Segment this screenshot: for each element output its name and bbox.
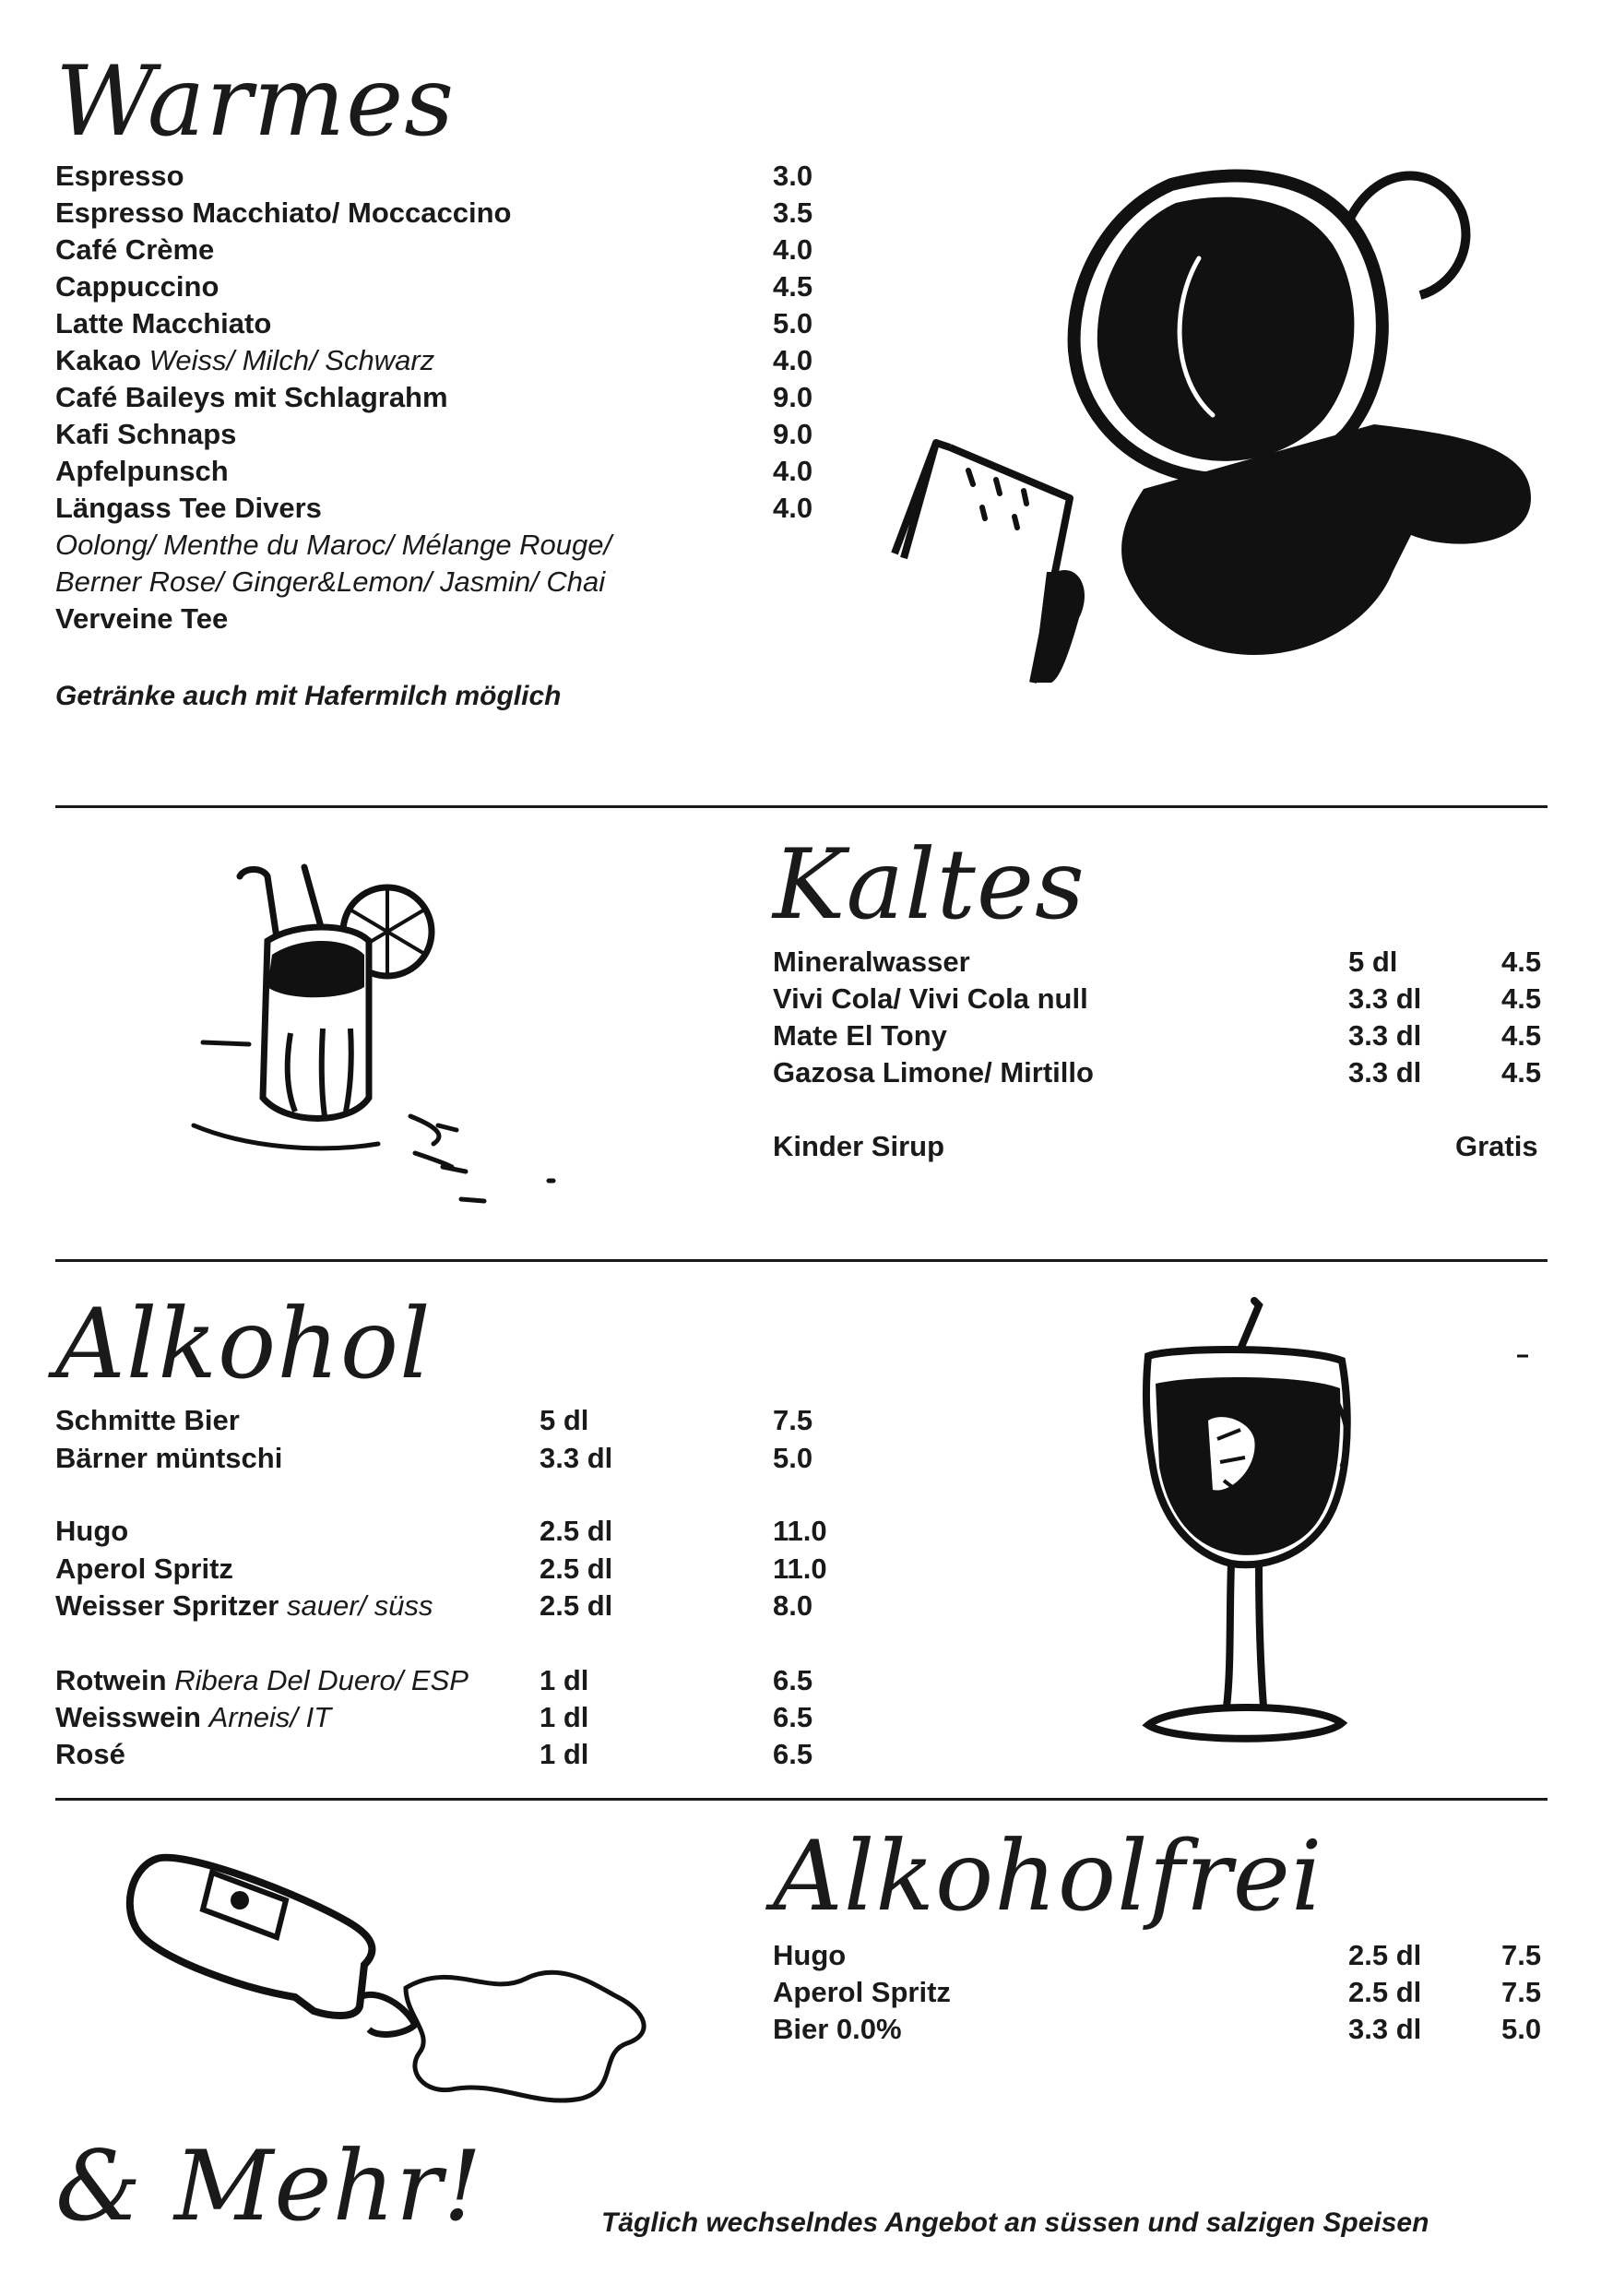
item-note: Arneis/ IT (208, 1701, 332, 1733)
item-price: 5.0 (773, 307, 813, 339)
item-price: 9.0 (773, 381, 813, 413)
menu-item: Mineralwasser (773, 946, 970, 978)
item-size: 3.3 dl (1348, 2013, 1422, 2045)
item-price: 4.5 (1501, 1019, 1542, 1052)
menu-item: Espresso Macchiato/ Moccaccino (55, 196, 512, 229)
item-price: 4.0 (773, 492, 813, 524)
item-price: 4.0 (773, 233, 813, 266)
item-price: 3.5 (773, 196, 813, 229)
item-price: 8.0 (773, 1589, 813, 1622)
menu-item: Aperol Spritz (55, 1552, 233, 1585)
menu-item: Hugo (55, 1515, 129, 1547)
menu-item: Vivi Cola/ Vivi Cola null (773, 982, 1088, 1015)
item-size: 3.3 dl (1348, 982, 1422, 1015)
menu-item: Bier 0.0% (773, 2013, 902, 2045)
alkoholfrei-heading: Alkoholfrei (773, 1820, 1323, 1933)
menu-item: Weisser Spritzer sauer/ süss (55, 1589, 433, 1622)
menu-item: Cappuccino (55, 270, 219, 303)
menu-item: Bärner müntschi (55, 1442, 283, 1474)
menu-item: Espresso (55, 160, 184, 192)
item-note: Ribera Del Duero/ ESP (174, 1664, 468, 1696)
menu-item: Kakao Weiss/ Milch/ Schwarz (55, 344, 435, 376)
menu-item: Apfelpunsch (55, 455, 229, 487)
item-size: 3.3 dl (1348, 1019, 1422, 1052)
item-size: 2.5 dl (540, 1552, 613, 1585)
item-size: 1 dl (540, 1701, 589, 1733)
item-price: 4.5 (1501, 982, 1542, 1015)
menu-item: Verveine Tee (55, 602, 229, 635)
section-divider (55, 1259, 1548, 1262)
menu-item: Aperol Spritz (773, 1976, 951, 2008)
item-size: 3.3 dl (540, 1442, 613, 1474)
item-price: Gratis (1455, 1130, 1538, 1162)
item-size: 1 dl (540, 1738, 589, 1770)
spilled-bottle-illustration (101, 1850, 692, 2117)
item-price: 3.0 (773, 160, 813, 192)
menu-item: Rosé (55, 1738, 125, 1770)
item-price: 7.5 (1501, 1939, 1542, 1971)
warmes-heading: Warmes (55, 45, 456, 158)
item-size: 5 dl (1348, 946, 1398, 978)
item-price: 11.0 (773, 1515, 827, 1547)
item-size: 3.3 dl (1348, 1056, 1422, 1089)
item-size: 2.5 dl (1348, 1976, 1422, 2008)
glass-with-straw-illustration (194, 849, 581, 1218)
menu-item: Längass Tee Divers (55, 492, 322, 524)
wine-glass-illustration (1121, 1282, 1554, 1771)
oat-milk-note: Getränke auch mit Hafermilch möglich (55, 681, 562, 711)
item-price: 4.5 (1501, 1056, 1542, 1089)
item-price: 6.5 (773, 1701, 813, 1733)
item-note: sauer/ süss (287, 1589, 433, 1622)
item-price: 11.0 (773, 1552, 827, 1585)
menu-item: Café Baileys mit Schlagrahm (55, 381, 448, 413)
item-price: 9.0 (773, 418, 813, 450)
menu-item: Schmitte Bier (55, 1404, 240, 1436)
daily-offer-note: Täglich wechselndes Angebot an süssen und salzigen Speisen (601, 2207, 1429, 2238)
tea-varieties-line: Berner Rose/ Ginger&Lemon/ Jasmin/ Chai (55, 565, 606, 598)
item-size: 2.5 dl (540, 1515, 613, 1547)
item-note: Weiss/ Milch/ Schwarz (148, 344, 435, 376)
menu-item: Rotwein Ribera Del Duero/ ESP (55, 1664, 468, 1696)
tea-varieties-line: Oolong/ Menthe du Maroc/ Mélange Rouge/ (55, 529, 612, 561)
item-price: 6.5 (773, 1738, 813, 1770)
menu-item: Mate El Tony (773, 1019, 947, 1052)
item-price: 6.5 (773, 1664, 813, 1696)
menu-item: Gazosa Limone/ Mirtillo (773, 1056, 1094, 1089)
mehr-heading: & Mehr! (55, 2130, 483, 2242)
item-size: 1 dl (540, 1664, 589, 1696)
item-size: 5 dl (540, 1404, 589, 1436)
menu-item: Kafi Schnaps (55, 418, 237, 450)
menu-item: Café Crème (55, 233, 215, 266)
item-price: 4.0 (773, 455, 813, 487)
menu-item: Hugo (773, 1939, 847, 1971)
menu-item: Latte Macchiato (55, 307, 272, 339)
item-size: 2.5 dl (1348, 1939, 1422, 1971)
item-price: 5.0 (773, 1442, 813, 1474)
item-price: 7.5 (773, 1404, 813, 1436)
item-price: 4.5 (773, 270, 813, 303)
section-divider (55, 1798, 1548, 1801)
menu-item: Kinder Sirup (773, 1130, 945, 1162)
item-price: 4.5 (1501, 946, 1542, 978)
item-price: 4.0 (773, 344, 813, 376)
item-size: 2.5 dl (540, 1589, 613, 1622)
coffee-cup-illustration (895, 138, 1559, 710)
item-price: 7.5 (1501, 1976, 1542, 2008)
alkohol-heading: Alkohol (55, 1288, 432, 1400)
kaltes-heading: Kaltes (773, 828, 1085, 941)
section-divider (55, 805, 1548, 808)
item-price: 5.0 (1501, 2013, 1542, 2045)
menu-item: Weisswein Arneis/ IT (55, 1701, 332, 1733)
